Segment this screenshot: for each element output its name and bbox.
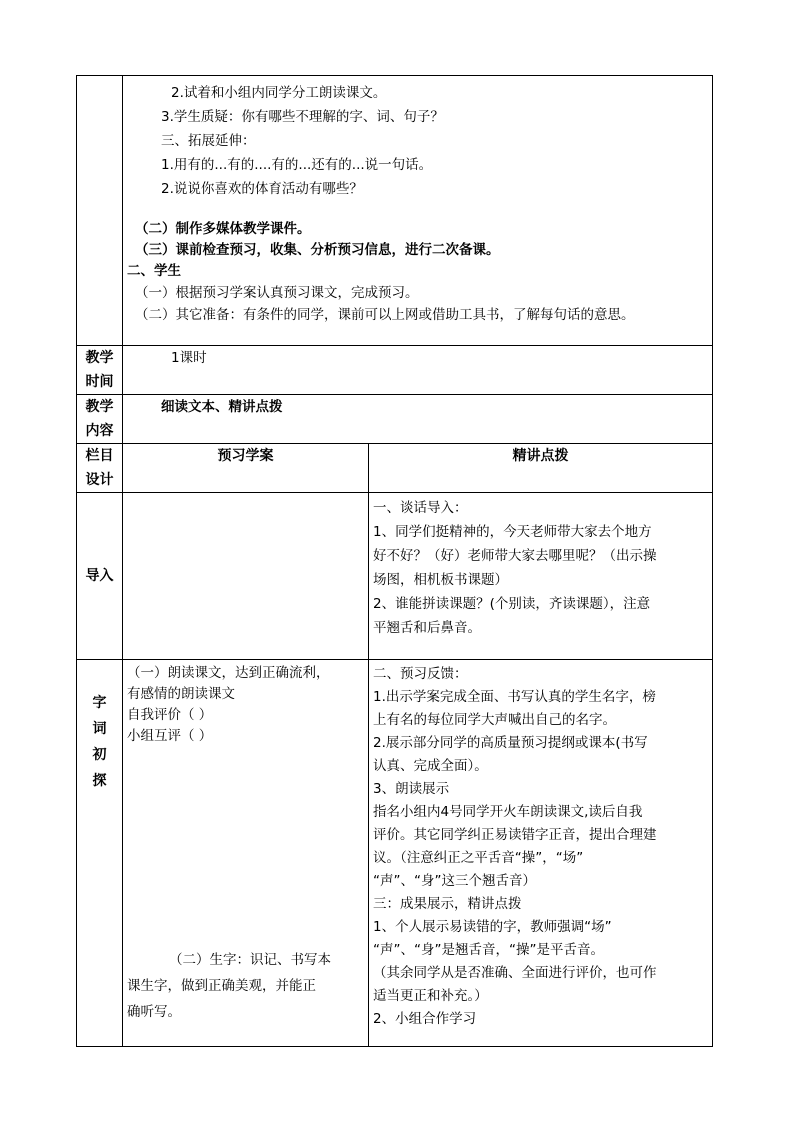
teach-line: 二、预习反馈： (373, 666, 468, 682)
prep-content (123, 76, 713, 346)
teach-line: 指名小组内4号同学开火车朗读课文,读后自我 (373, 804, 643, 820)
time-label: 教学 时间 (77, 346, 123, 395)
prep-line: 3.学生质疑：你有哪些不理解的字、词、句子？ (161, 109, 444, 125)
intro-label: 导入 (77, 493, 123, 660)
preview-line: （一）朗读课文，达到正确流利， (127, 665, 330, 681)
teach-line: 评价。其它同学纠正易读错字正音，提出合理建 (373, 827, 657, 843)
content-value: 细读文本、精讲点拨 (123, 395, 713, 444)
teach-line: （其余同学从是否准确、全面进行评价，也可作 (373, 965, 657, 981)
student-line: （一）根据预习学案认真预习课文，完成预习。 (135, 285, 419, 301)
intro-line: 好不好？（好）老师带大家去哪里呢？（出示操 (373, 548, 657, 564)
column-header-row (77, 444, 713, 493)
self-evaluation: 自我评价（ ） (127, 707, 213, 723)
content-label: 教学 内容 (77, 395, 123, 444)
student-line: （二）其它准备：有条件的同学，课前可以上网或借助工具书，了解每句话的意思。 (135, 307, 635, 323)
teach-line: 上有名的每位同学大声喊出自己的名字。 (373, 712, 616, 728)
teach-line: “声”、“身”这三个翘舌音） (373, 873, 536, 889)
intro-line: 一、谈话导入： (373, 500, 468, 516)
teach-line: 2.展示部分同学的高质量预习提纲或课本(书写 (373, 735, 648, 751)
prep-line: 2.说说你喜欢的体育活动有哪些？ (161, 181, 363, 197)
preview-line: 确听写。 (127, 1004, 181, 1020)
prep-row (77, 76, 713, 346)
prep-bold-line: （二）制作多媒体教学课件。 (135, 221, 311, 237)
time-row (77, 346, 713, 395)
teach-line: 3、朗读展示 (373, 781, 450, 797)
intro-line: 2、谁能拼读课题？(个别读，齐读课题），注意 (373, 596, 651, 612)
intro-teaching (369, 493, 713, 660)
teach-line: 三：成果展示，精讲点拨 (373, 896, 522, 912)
teach-line: 适当更正和补充。） (373, 988, 488, 1004)
teach-line: “声”、“身”是翘舌音，“操”是平舌音。 (373, 942, 604, 958)
prep-bold-line: （三）课前检查预习，收集、分析预习信息，进行二次备课。 (135, 242, 500, 258)
preview-line: （二）生字：识记、书写本 (169, 952, 331, 968)
prep-line: 2.试着和小组内同学分工朗读课文。 (171, 85, 387, 101)
words-preview (123, 660, 369, 1047)
teach-line: 议。（注意纠正之平舌音“操”，“场” (373, 850, 584, 866)
intro-line: 1、同学们挺精神的，今天老师带大家去个地方 (373, 524, 652, 540)
intro-line: 场图，相机板书课题） (373, 572, 508, 588)
words-label: 字 词 初 探 (77, 660, 123, 1047)
preview-line: 有感情的朗读课文 (127, 686, 235, 702)
teach-line: 2、小组合作学习 (373, 1011, 477, 1027)
prep-line: 三、拓展延伸： (161, 133, 256, 149)
preview-line: 课生字，做到正确美观，并能正 (127, 978, 316, 994)
prep-label-cell (77, 76, 123, 346)
group-evaluation: 小组互评（ ） (127, 728, 213, 744)
teach-line: 认真、完成全面）。 (373, 758, 488, 774)
prep-line: 1.用有的...有的....有的...还有的...说一句话。 (161, 157, 433, 173)
column-label: 栏目 设计 (77, 444, 123, 493)
words-teaching (369, 660, 713, 1047)
teach-line: 1、个人展示易读错的字，教师强调“场” (373, 919, 612, 935)
intro-line: 平翘舌和后鼻音。 (373, 620, 481, 636)
lesson-plan-table (76, 75, 713, 1047)
teaching-column-header: 精讲点拨 (369, 444, 713, 493)
teach-line: 1.出示学案完成全面、书写认真的学生名字，榜 (373, 689, 656, 705)
preview-column-header: 预习学案 (123, 444, 369, 493)
time-value: 1课时 (123, 346, 713, 395)
content-row (77, 395, 713, 444)
intro-row (77, 493, 713, 660)
intro-preview (123, 493, 369, 660)
student-heading: 二、学生 (127, 263, 181, 279)
words-row (77, 660, 713, 1047)
